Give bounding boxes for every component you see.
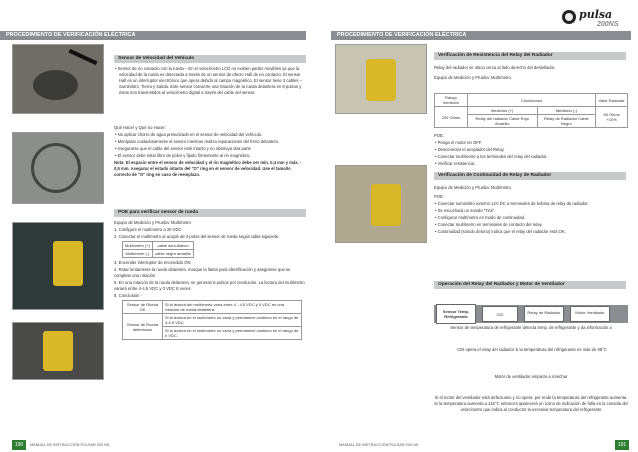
- right-footer: MANUAL DE INSTRUCCIÓN PULSAR 200 NS: [339, 443, 419, 447]
- pulsar-logo: [561, 6, 627, 33]
- conclusion-desc: Si la lectura del multímetro varía entre 4 - 4.5 VDC y 0 VDC en una rotación de rueda delantera.: [163, 301, 302, 314]
- relay-poe: [434, 133, 628, 168]
- check-section-title: POE para verificar sensor de rueda: [114, 209, 306, 217]
- step-item: 4. Rotar lentamente la rueda delantera, marque la llanta para identificación y asegúrese que se complete una rotación: [114, 267, 291, 278]
- step-item: 1. Configure el multímetro a 20 VDC: [114, 227, 182, 232]
- check-steps: [114, 220, 308, 340]
- flow-step-3: Motor de ventilador empieza a marchar: [494, 374, 568, 379]
- th-range: Rango medición: [435, 94, 468, 107]
- conclusion-desc: Si la lectura en el multímetro no varía y permanece continuo en el rango de 4-4.5 VDC: [163, 314, 302, 327]
- mult-label: Multímetro (+): [123, 242, 153, 250]
- poe2-item: • Conectar suministro externo 12V DC a terminales de bobina de relay de radiador.: [435, 201, 589, 206]
- que-hacer-item: • El sensor debe estar libre de polvo y fijado firmemente al rin magnético.: [115, 153, 251, 158]
- svg-text:200NS: 200NS: [597, 21, 619, 28]
- left-footer: MANUAL DE INSTRUCCIÓN PULSAR 200 NS: [30, 443, 110, 447]
- th-plus: Medición (+): [467, 107, 537, 115]
- poe-item: • Verificar resistencia.: [435, 161, 476, 166]
- mult-value: cable negro amarillo: [153, 250, 194, 258]
- sensor-note: Nota: El espacio entre el sensor de velocidad y el rin magnético debe ser mín. 0,4 mm y máx. - 0,5 mm. Asegurar el estado intacto del "O" ring en el sensor de velocidad. Use el tamaño correcto de "O" ring en caso de reemplazo.: [114, 160, 302, 177]
- flow-step-4: Si el motor del ventilador está defectuoso y no opera, por ende la temperatura del refrigerante aumenta. Si la temperatura aumenta a 115°C entonces aparecerá un ícono de indicación de falla en la consola del velocímetro que indica al conductor la excesiva temperatura del refrigerante: [434, 395, 628, 412]
- conclusion-desc: Si la lectura en el multímetro no varía y permanece continuo en el rango de 0 VDC.: [163, 327, 302, 340]
- flow-cdi: CDI: [482, 306, 518, 322]
- relay-continuity-photo: [335, 165, 427, 243]
- sensor-photo: [12, 44, 104, 114]
- right-page-number: 191: [615, 440, 629, 450]
- multimeter-photo-2: [12, 322, 104, 380]
- que-hacer-item: • Asegurarse que el cable del sensor esté intacto y no obstruya otra parte: [115, 146, 252, 151]
- que-hacer-item: • Manipular cuidadosamente el sensor mientras realiza reparaciones del freno delantero.: [115, 139, 280, 144]
- relay-photo: [335, 44, 427, 114]
- poe2-item: • Conectar multímetro en terminales de contacto del relay.: [435, 222, 543, 227]
- flow-step-1: Sensor de temperatura de refrigerante detecta temp. de refrigerante y da información a: [450, 325, 612, 330]
- poe-item: • Ponga el motor en OFF.: [435, 140, 483, 145]
- sensor-bullet: • Sensor de no contacto con la rueda – En el velocímetro LCD no existen partes movibles ya que la velocidad de la rueda es detectada a través de un sensor de efecto Hall de no contacto. El sensor Hall es un interruptor electrónico que opera debido al campo magnético. El sensor tiene 3 cables – Suministro, Tierra y Salida. Este sensor convierte una rotación de la rueda delantera en 8 pulsos y éstos son transmitidos al velocímetro digital a través del cable del sensor.: [115, 66, 302, 95]
- relay-section-title: Verificación de Resistencia del Relay del Radiador: [434, 52, 626, 60]
- mult-label: Multímetro (-): [123, 250, 153, 258]
- poe2-label: POE:: [434, 194, 445, 199]
- step-item: 5. En una rotación de la rueda delantera, se generan 8 pulsos por revolución. La lectura del multímetro variará entre 4-4.5 VDC y 0 VDC 8 veces: [114, 280, 305, 291]
- poe2-item: • Se escuchará un sonido "Tick".: [435, 208, 496, 213]
- multimeter-photo-1: [12, 222, 104, 310]
- equipo-label: Equipo de Medición y Prueba: Multímetro: [114, 220, 191, 225]
- poe2-item: • Continuidad (sonido detono) indica que el relay del radiador está OK.: [435, 229, 566, 234]
- poe-item: • Desconectar el acoplador del Relay.: [435, 147, 505, 152]
- conclusion-state: Sensor de Rueda OK: [123, 301, 163, 314]
- th-standard: Valor Estándar: [596, 94, 628, 107]
- mult-value: cable azul-blanco: [153, 242, 194, 250]
- que-hacer-item: • No aplicar chorro de agua presurizado en el sensor de velocidad del vehículo.: [115, 132, 263, 137]
- sensor-section-title: Sensor de Velocidad del Vehículo: [114, 55, 306, 63]
- td-plus: Relay del radiador Cable Rojo Amarillo: [467, 115, 537, 128]
- continuity-section-title: Verificación de Continuidad de Relay de Radiador: [434, 172, 626, 180]
- left-header: PROCEDIMIENTO DE VERIFICACIÓN ELÉCTRICA: [0, 31, 306, 40]
- th-connections: Conexiones: [467, 94, 595, 107]
- multimeter-table: [122, 241, 194, 258]
- svg-text:pulsa: pulsa: [579, 8, 613, 21]
- flow-sensor: Sensor Temp. Refrigerante: [436, 304, 476, 324]
- td-value: 90 Ohms +10%: [596, 107, 628, 128]
- flow-relay: Relay de Radiador: [524, 306, 564, 322]
- relay-equipo: Equipo de Medición y Prueba: Multímetro.: [434, 75, 512, 80]
- td-minus: Relay de Radiador Cable Negro: [537, 115, 596, 128]
- poe2-item: • Configurar multímetro en modo de continuidad.: [435, 215, 526, 220]
- continuity-block: [434, 185, 628, 236]
- wheel-photo: [12, 132, 104, 204]
- relay-location: Relay del radiador se ubica cerca al lado derecho del destellador.: [434, 65, 556, 70]
- pulsar-logo-icon: [561, 6, 627, 28]
- right-header: PROCEDIMIENTO DE VERIFICACIÓN ELÉCTRICA: [331, 31, 631, 40]
- flow-motor: Motor Ventilador: [570, 306, 610, 322]
- left-page-number: 190: [12, 440, 26, 450]
- conclusion-state: Sensor de Rueda defectuoso: [123, 314, 163, 340]
- continuity-equipo: Equipo de Medición y Prueba: Multímetro: [434, 185, 511, 190]
- th-minus: Medición (-): [537, 107, 596, 115]
- poe-item: • Conectar multímetro a los terminales del relay del radiador.: [435, 154, 548, 159]
- step-item: 3. Encender interruptor de encendido ON: [114, 260, 191, 265]
- que-hacer-block: [114, 125, 308, 179]
- right-page: [319, 0, 638, 452]
- step-item: 2. Conectar el multímetro al acople de 4 polos del sensor de rueda según tabla siguiente.: [114, 234, 280, 239]
- relay-description: [434, 65, 628, 82]
- que-hacer-heading: Qué Hacer y Qué no Hacer:: [114, 125, 166, 130]
- step-item: 6. Conclusión -: [114, 293, 142, 298]
- sensor-description: [114, 66, 308, 97]
- operation-section-title: Operación del Relay del Radiador y Motor de Ventilador: [434, 281, 626, 289]
- conclusion-table: [122, 300, 302, 340]
- td-range: 200 Ohms: [435, 107, 468, 128]
- flow-step-2: CDI opera el relay del radiador si la temperatura del refrigerante es más de 96°C: [457, 347, 607, 352]
- relay-resistance-table: [434, 93, 628, 128]
- poe-label: POE:: [434, 133, 445, 138]
